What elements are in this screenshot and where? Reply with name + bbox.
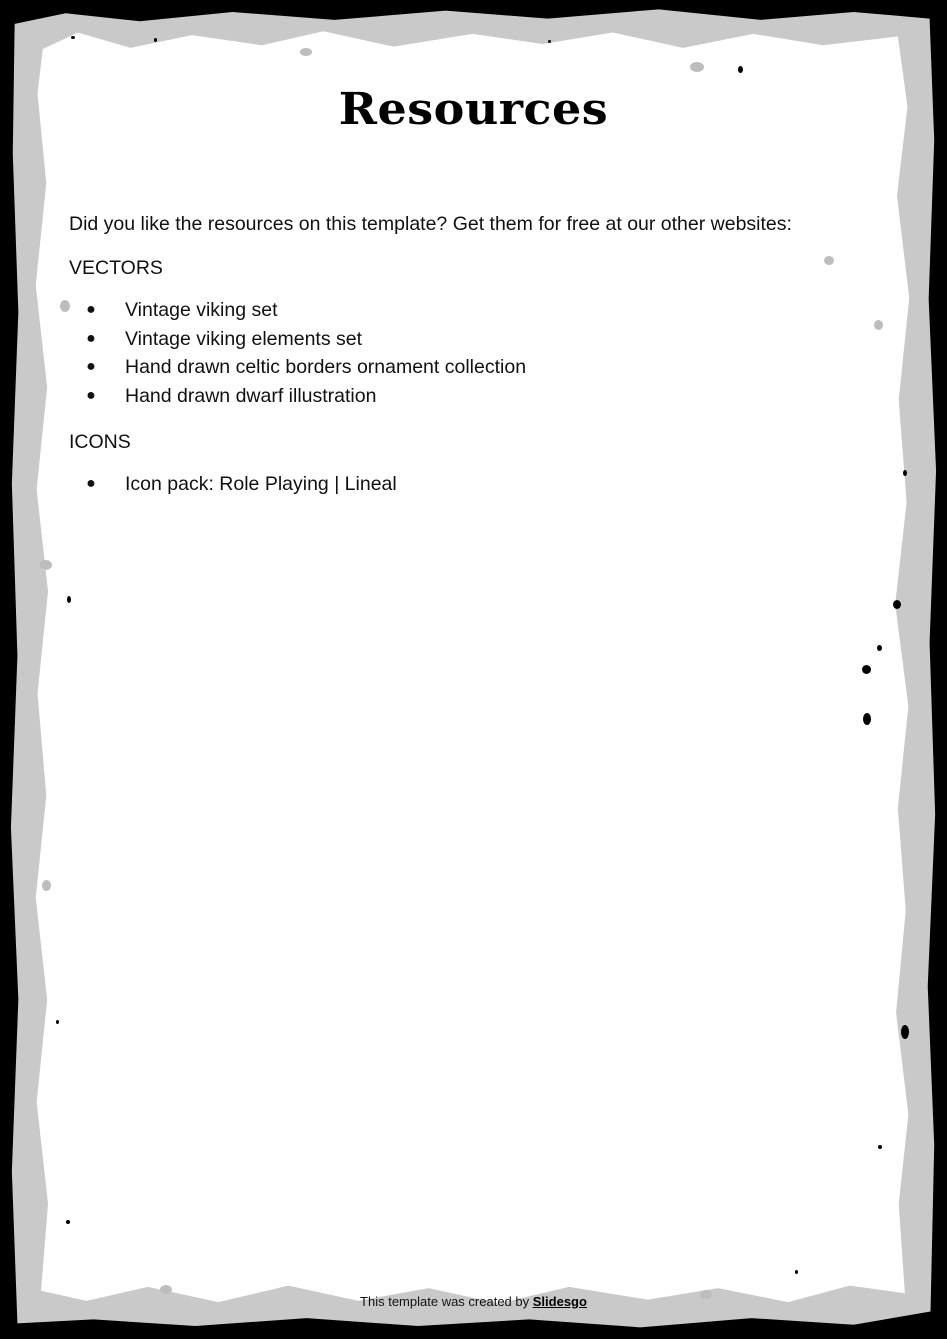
icons-list [69, 470, 889, 499]
resource-link-vintage-viking-set[interactable]: Vintage viking set [125, 299, 278, 321]
vectors-list [69, 296, 889, 410]
bullet-icon: ● [86, 475, 96, 492]
page-title: Resources [338, 83, 609, 135]
list-item [69, 382, 889, 411]
resource-link-vintage-viking-elements-set[interactable]: Vintage viking elements set [125, 327, 363, 350]
resource-link-celtic-borders[interactable]: Hand drawn celtic borders ornament collection [125, 356, 527, 378]
slidesgo-link[interactable]: Slidesgo [532, 1294, 587, 1309]
bullet-icon: ● [86, 301, 96, 318]
footer-credit [0, 1294, 947, 1309]
list-item [69, 325, 889, 354]
bullet-icon: ● [86, 329, 96, 347]
resource-link-dwarf-illustration[interactable]: Hand drawn dwarf illustration [125, 384, 377, 407]
intro-text: Did you like the resources on this template? Get them for free at our other websites: [69, 213, 792, 235]
resources-content [69, 208, 889, 499]
list-item [69, 353, 889, 382]
bullet-icon: ● [86, 386, 96, 404]
list-item [69, 470, 889, 499]
resource-link-icon-pack[interactable]: Icon pack: Role Playing | Lineal [125, 473, 397, 495]
bullet-icon: ● [86, 358, 96, 375]
footer-prefix: This template was created by [360, 1294, 533, 1309]
section-heading-icons: ICONS [69, 431, 131, 453]
list-item [69, 296, 889, 325]
section-heading-vectors: VECTORS [69, 257, 163, 279]
